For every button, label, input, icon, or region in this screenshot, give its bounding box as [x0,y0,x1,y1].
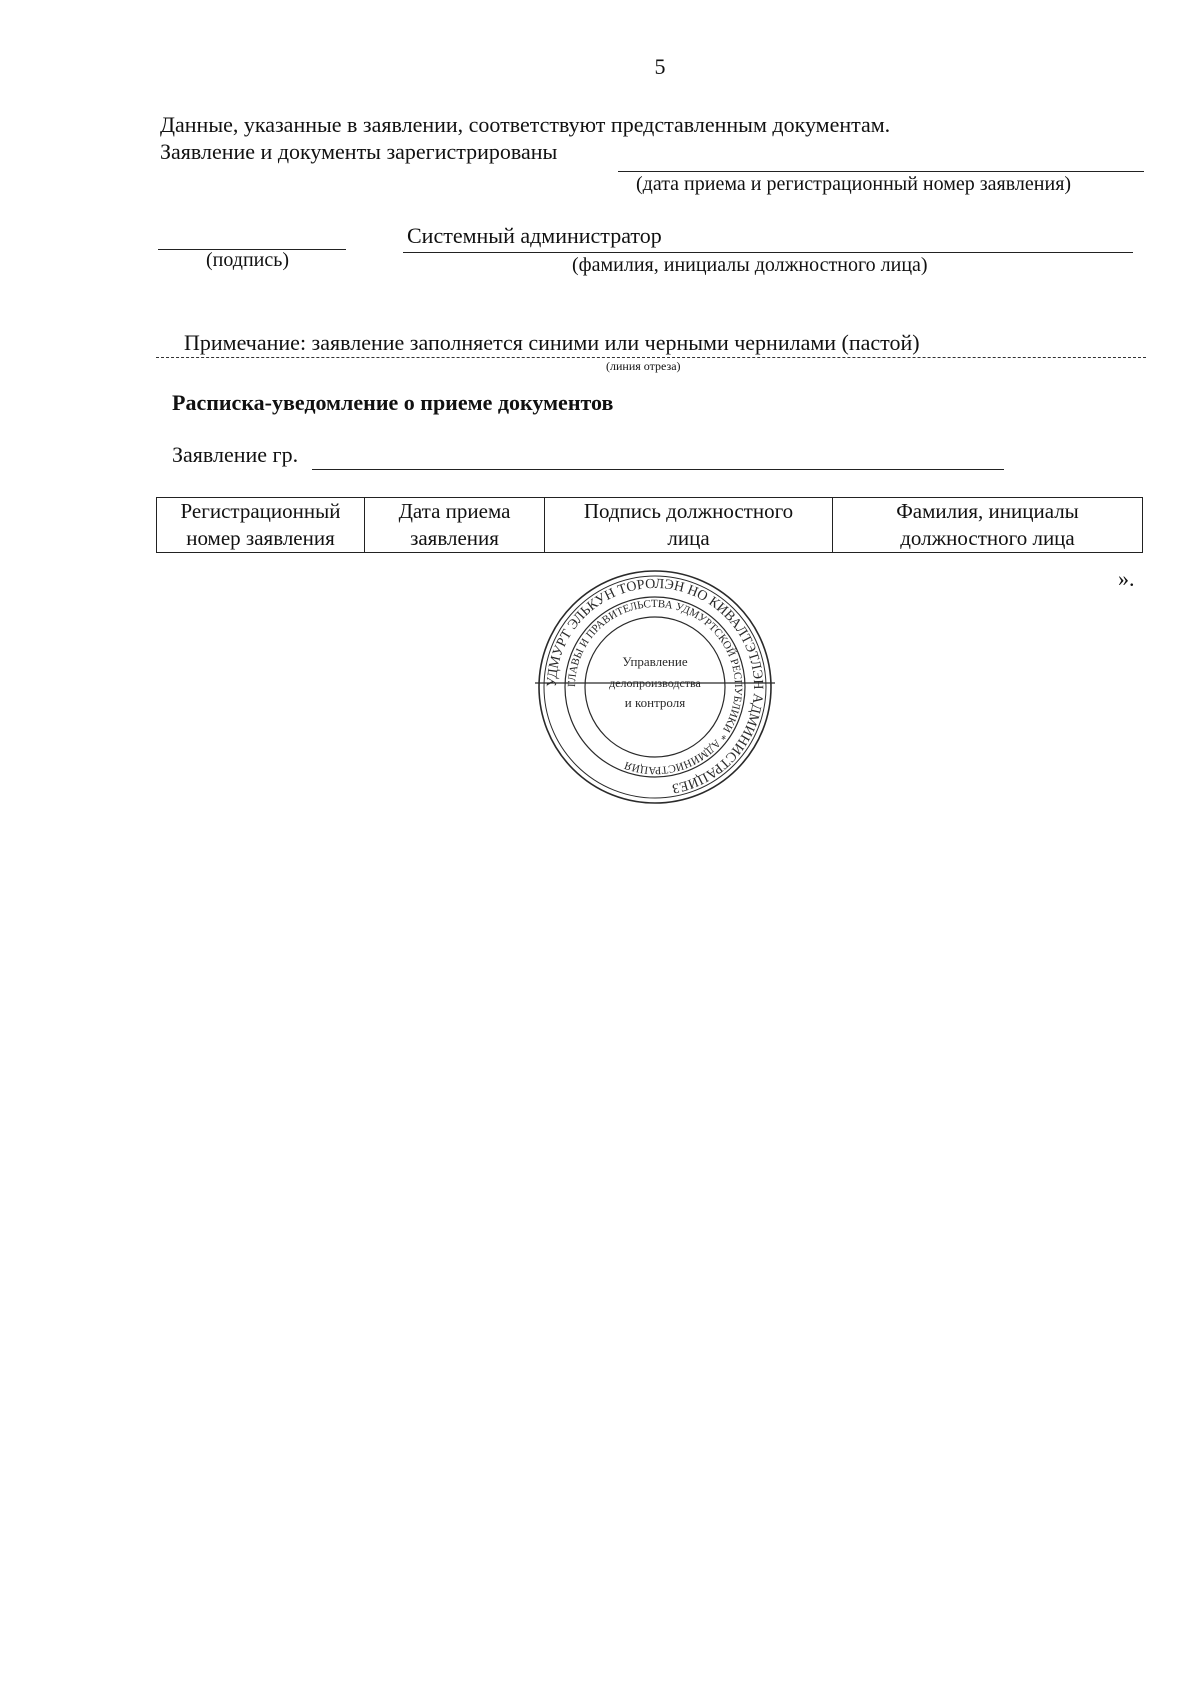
official-name-line [403,252,1133,253]
official-name: Системный администратор [407,223,662,248]
note-text: Примечание: заявление заполняется синими или черными чернилами (пастой) [184,330,920,355]
closing-quote-mark: ». [1118,566,1135,591]
cut-line-caption: (линия отреза) [606,359,681,373]
registration-date-caption: (дата приема и регистрационный номер заявления) [636,173,1072,195]
stamp-center-line-1: Управление [622,654,688,669]
header-registration-number: Регистрационный номер заявления [157,498,365,553]
receipt-table-header-row [157,498,1143,553]
signature-caption: (подпись) [206,249,290,271]
cut-line [156,357,1146,358]
stamp-inner-ring-text: ГЛАВЫ И ПРАВИТЕЛЬСТВА УДМУРТСКОЙ РЕСПУБЛИКИ * АДМИНИСТРАЦИЯ [565,597,745,777]
page-number: 5 [654,54,666,79]
header-receipt-date: Дата приема заявления [365,498,545,553]
receipt-table [156,497,1143,553]
stamp-outer-ring-text: УДМУРТ ЭЛЬКУН ТОРОЛЭН НО КИВАЛТЭТЛЭН АДМИНИСТРАЦИЕЗ [544,576,766,796]
official-stamp-seal [535,567,775,807]
applicant-label: Заявление гр. [172,442,299,467]
stamp-center-line-3: и контроля [624,695,686,710]
official-name-caption: (фамилия, инициалы должностного лица) [572,254,928,276]
stamp-center-line-2: делопроизводства [609,676,701,690]
header-official-signature: Подпись должностного лица [545,498,833,553]
registration-date-line [618,171,1144,172]
statement-line-1: Данные, указанные в заявлении, соответствуют представленным документам. [160,112,891,137]
receipt-title: Расписка-уведомление о приеме документов [172,390,614,415]
statement-line-2: Заявление и документы зарегистрированы [160,139,558,164]
header-official-name: Фамилия, инициалы должностного лица [833,498,1143,553]
applicant-name-line [312,469,1004,470]
